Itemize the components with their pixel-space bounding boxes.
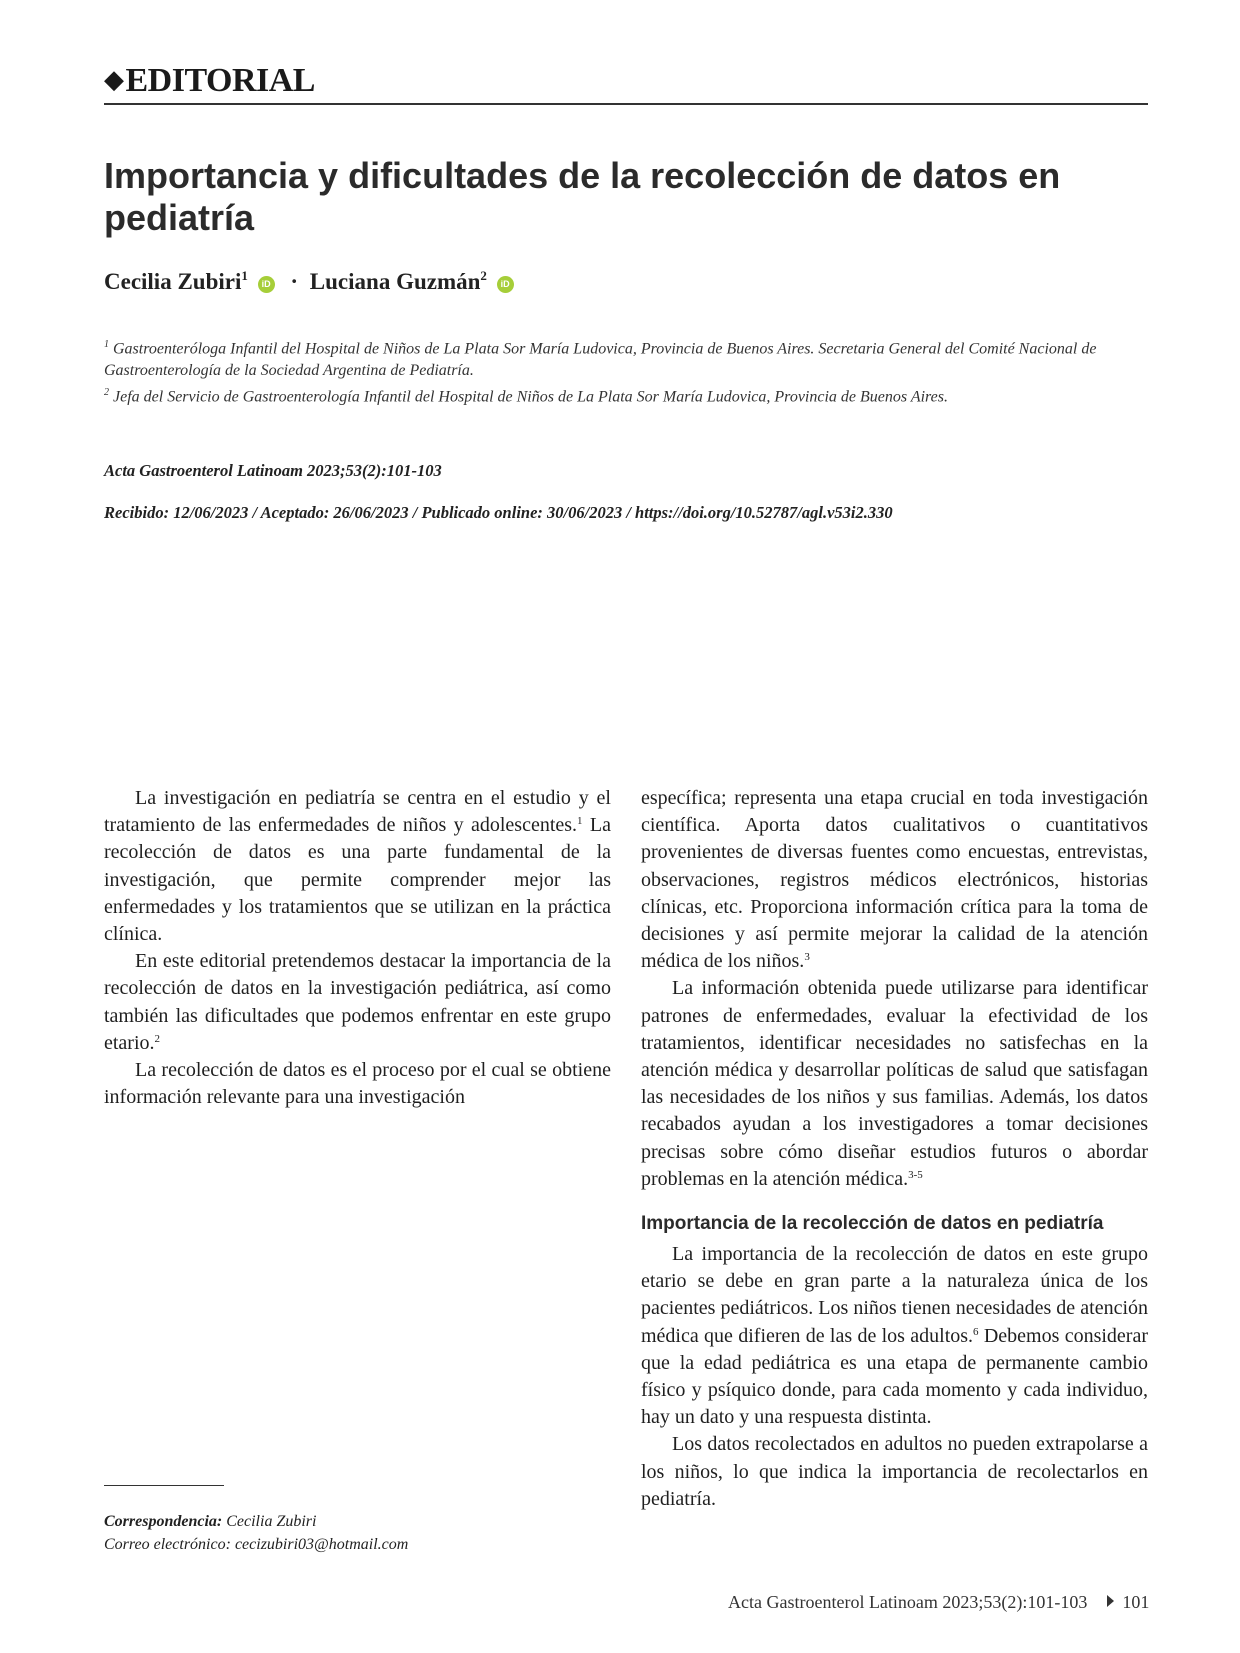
paragraph (104, 948, 611, 1057)
page-number: 101 (1122, 1592, 1150, 1612)
email-line (104, 1533, 408, 1556)
paragraph (104, 785, 611, 948)
section-label-text: EDITORIAL (125, 62, 315, 99)
author-line (104, 268, 518, 295)
affiliation-number: 1 (104, 339, 109, 350)
paragraph-text: En este editorial pretendemos destacar la importancia de la recolección de datos en la investigación pediátrica, así como también las dificultades que podemos enfrentar en este grupo etario. (104, 950, 611, 1054)
affiliation-marker: 1 (241, 268, 248, 283)
page-footer (728, 1592, 1149, 1613)
reference-marker[interactable]: 6 (973, 1325, 979, 1338)
header-divider (104, 103, 1148, 105)
affiliation-text: Gastroenteróloga Infantil del Hospital de Niños de La Plata Sor María Ludovica, Provincia de Buenos Aires. Secretaria General del Comité Nacional de Gastroenterología de la Sociedad Argentina de Pediatría. (104, 340, 1097, 380)
affiliations (104, 334, 1148, 409)
affiliation-number: 2 (104, 387, 109, 399)
correspondence-block (104, 1510, 408, 1556)
email-link[interactable]: cecizubiri03@hotmail.com (234, 1536, 409, 1553)
reference-marker[interactable]: 1 (577, 815, 583, 828)
affiliation-text: Jefa del Servicio de Gastroenterología Infantil del Hospital de Niños de La Plata Sor María Ludovica, Provincia de Buenos Aires. (113, 388, 948, 406)
reference-marker[interactable]: 3-5 (908, 1168, 923, 1181)
section-heading: Importancia de la recolección de datos en pediatría (641, 1213, 1104, 1235)
author-name: Luciana Guzmán (309, 269, 481, 294)
paragraph (641, 1431, 1148, 1513)
author-name: Cecilia Zubiri (104, 269, 242, 294)
orcid-icon[interactable]: iD (258, 276, 275, 293)
reference-marker[interactable]: 2 (154, 1032, 161, 1045)
triangle-icon (1107, 1595, 1114, 1607)
correspondence-label: Correspondencia: (104, 1513, 223, 1530)
paragraph-text: La recolección de datos es el proceso por el cual se obtiene información relevante para una investigación (104, 1059, 611, 1109)
paragraph (641, 785, 1148, 975)
affiliation-marker: 2 (480, 268, 487, 283)
footer-journal: Acta Gastroenterol Latinoam 2023;53(2):101-103 (728, 1592, 1088, 1612)
orcid-icon[interactable]: iD (497, 276, 514, 293)
paragraph-text: La recolección de datos es una parte fundamental de la investigación, que permite comprender mejor las enfermedades y los tratamientos que se utilizan en la práctica clínica. (104, 814, 612, 946)
paragraph (641, 975, 1148, 1193)
paragraph-text: La información obtenida puede utilizarse para identificar patrones de enfermedades, evaluar la efectividad de los tratamientos, identificar necesidades no satisfechas en la atención médica y desarrollar políticas de salud que satisfagan las necesidades de los niños y sus familias. Además, los datos recabados ayudan a los investigadores a tomar decisiones precisas sobre cómo diseñar estudios futuros o abordar problemas en la atención médica. (641, 977, 1148, 1190)
author-separator: · (290, 269, 299, 294)
reference-marker[interactable]: 3 (804, 951, 810, 964)
correspondence-name: Cecilia Zubiri (226, 1513, 317, 1530)
affiliation-item (104, 334, 1148, 382)
email-label: Correo electrónico: (104, 1536, 231, 1553)
paragraph-text: La importancia de la recolección de datos en este grupo etario se debe en gran parte a la naturaleza única de los pacientes pediátricos. Los niños tienen necesidades de atención médica que difieren de las de los adultos. (641, 1243, 1148, 1347)
paragraph-text: La investigación en pediatría se centra en el estudio y el tratamiento de las enfermedades de niños y adolescentes. (104, 787, 611, 837)
section-label (104, 62, 315, 100)
paragraph (641, 1241, 1148, 1431)
body-column-right (641, 785, 1148, 1513)
publication-dates[interactable]: Recibido: 12/06/2023 / Aceptado: 26/06/2023 / Publicado online: 30/06/2023 / https://doi.org/10.52787/agl.v53i2.330 (104, 503, 893, 522)
article-title: Importancia y dificultades de la recolección de datos en pediatría (104, 155, 1061, 238)
body-column-left (104, 785, 611, 1111)
correspondence-line (104, 1510, 408, 1533)
diamond-icon: ◆ (104, 65, 124, 94)
affiliation-item (104, 382, 1148, 408)
paragraph-text: específica; representa una etapa crucial en toda investigación científica. Aporta datos cualitativos o cuantitativos provenientes de diversas fuentes como encuestas, entrevistas, observaciones, registros médicos electrónicos, historias clínicas, etc. Proporciona información crítica para la toma de decisiones y así permite mejorar la calidad de la atención médica de los niños. (641, 787, 1148, 973)
paragraph-text: Los datos recolectados en adultos no pueden extrapolarse a los niños, lo que indica la importancia de recolectarlos en pediatría. (641, 1433, 1148, 1510)
paragraph-text: Debemos considerar que la edad pediátrica es una etapa de permanente cambio físico y psíquico donde, para cada momento y cada individuo, hay un dato y una respuesta distinta. (641, 1324, 1148, 1429)
citation: Acta Gastroenterol Latinoam 2023;53(2):101-103 (104, 461, 442, 480)
footnote-divider (104, 1485, 224, 1486)
paragraph (104, 1057, 611, 1111)
